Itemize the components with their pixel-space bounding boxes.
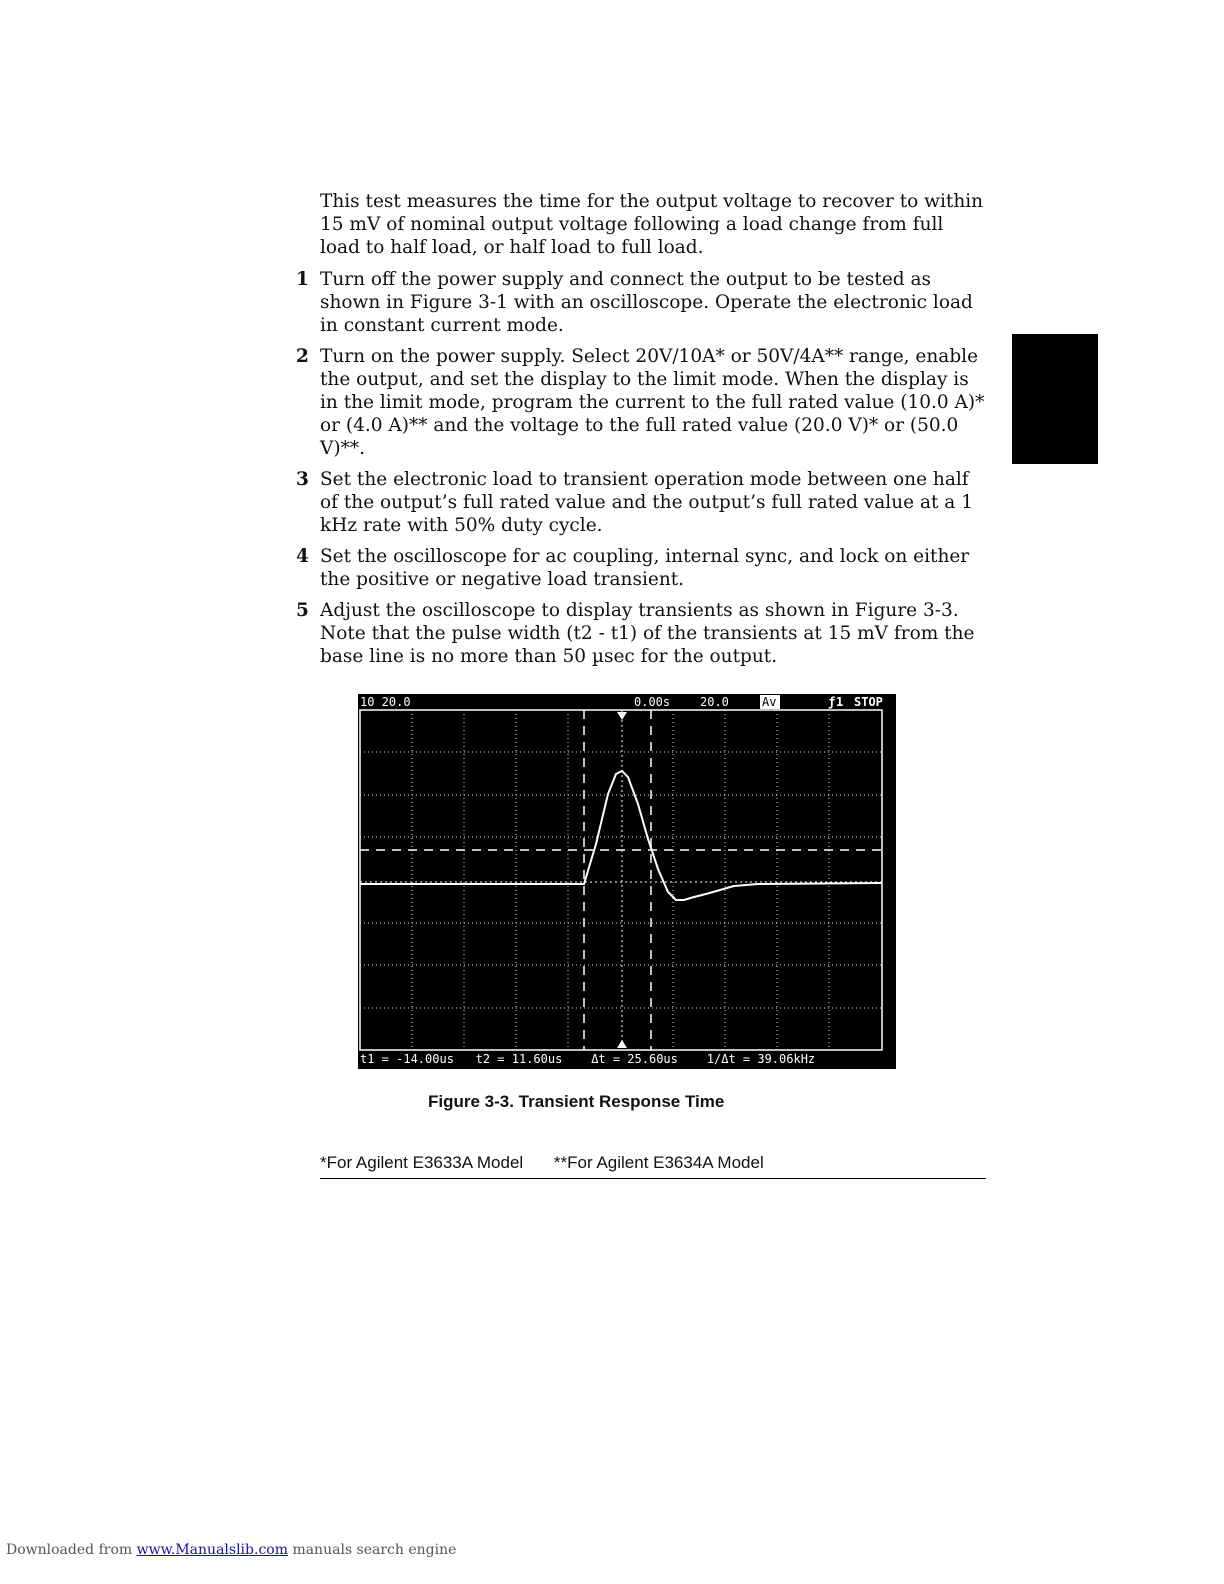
step-2 (296, 345, 988, 460)
scope-display (358, 694, 896, 1069)
scope-time-per-div: 20.0 (700, 695, 729, 709)
intro-paragraph: This test measures the time for the output voltage to recover to within 15 mV of nominal output voltage following a load change from full load to half load, or half load to full load. (320, 191, 984, 258)
figure-caption: Figure 3-3. Transient Response Time (428, 1092, 725, 1111)
step-text: Turn off the power supply and connect the output to be tested as shown in Figure 3-1 with an oscilloscope. Operate the electronic load in constant current mode. (320, 269, 973, 336)
step-5 (296, 599, 988, 668)
scope-channel-scale: 10 20.0 (360, 695, 411, 709)
step-text: Turn on the power supply. Select 20V/10A* or 50V/4A** range, enable the output, and set the display to the limit mode. When the display is in the limit mode, program the current to the full rated value (10.0 A)* or (4.0 A)** and the voltage to the full rated value (20.0 V)* or (50.0 V)**. (320, 346, 985, 459)
step-number: 3 (296, 469, 309, 490)
download-suffix: manuals search engine (292, 1542, 457, 1558)
download-prefix: Downloaded from (6, 1542, 133, 1558)
oscilloscope-screenshot (358, 694, 896, 1069)
scope-trigger-channel: 1 (836, 695, 844, 709)
scope-run-state: STOP (854, 695, 883, 709)
chapter-tab-marker (1012, 334, 1098, 464)
scope-acquire-mode: Av (762, 695, 777, 709)
step-number: 2 (296, 346, 309, 367)
step-text: Adjust the oscilloscope to display transients as shown in Figure 3-3. Note that the pulse width (t2 - t1) of the transients at 15 mV from the base line is no more than 50 µsec for the output. (320, 600, 975, 667)
step-4 (296, 545, 988, 591)
step-text: Set the electronic load to transient operation mode between one half of the output’s full rated value and the output’s full rated value at a 1 kHz rate with 50% duty cycle. (320, 469, 973, 536)
step-3 (296, 468, 988, 537)
step-number: 1 (296, 269, 309, 290)
procedure-steps (296, 268, 988, 676)
step-text: Set the oscilloscope for ac coupling, internal sync, and lock on either the positive or negative load transient. (320, 546, 970, 590)
step-number: 5 (296, 600, 309, 621)
download-notice (6, 1542, 456, 1558)
step-number: 4 (296, 546, 309, 567)
scope-trigger-source: ƒ (828, 695, 836, 709)
step-1 (296, 268, 988, 337)
footnote-e3634a: **For Agilent E3634A Model (553, 1153, 764, 1172)
scope-cursor-readout: t1 = -14.00us t2 = 11.60us Δt = 25.60us 1/Δt = 39.06kHz (360, 1052, 816, 1066)
scope-time-reference: 0.00s (634, 695, 671, 709)
footnotes (320, 1153, 986, 1179)
manualslib-link[interactable]: www.Manualslib.com (136, 1542, 288, 1558)
footnote-e3633a: *For Agilent E3633A Model (320, 1153, 524, 1172)
